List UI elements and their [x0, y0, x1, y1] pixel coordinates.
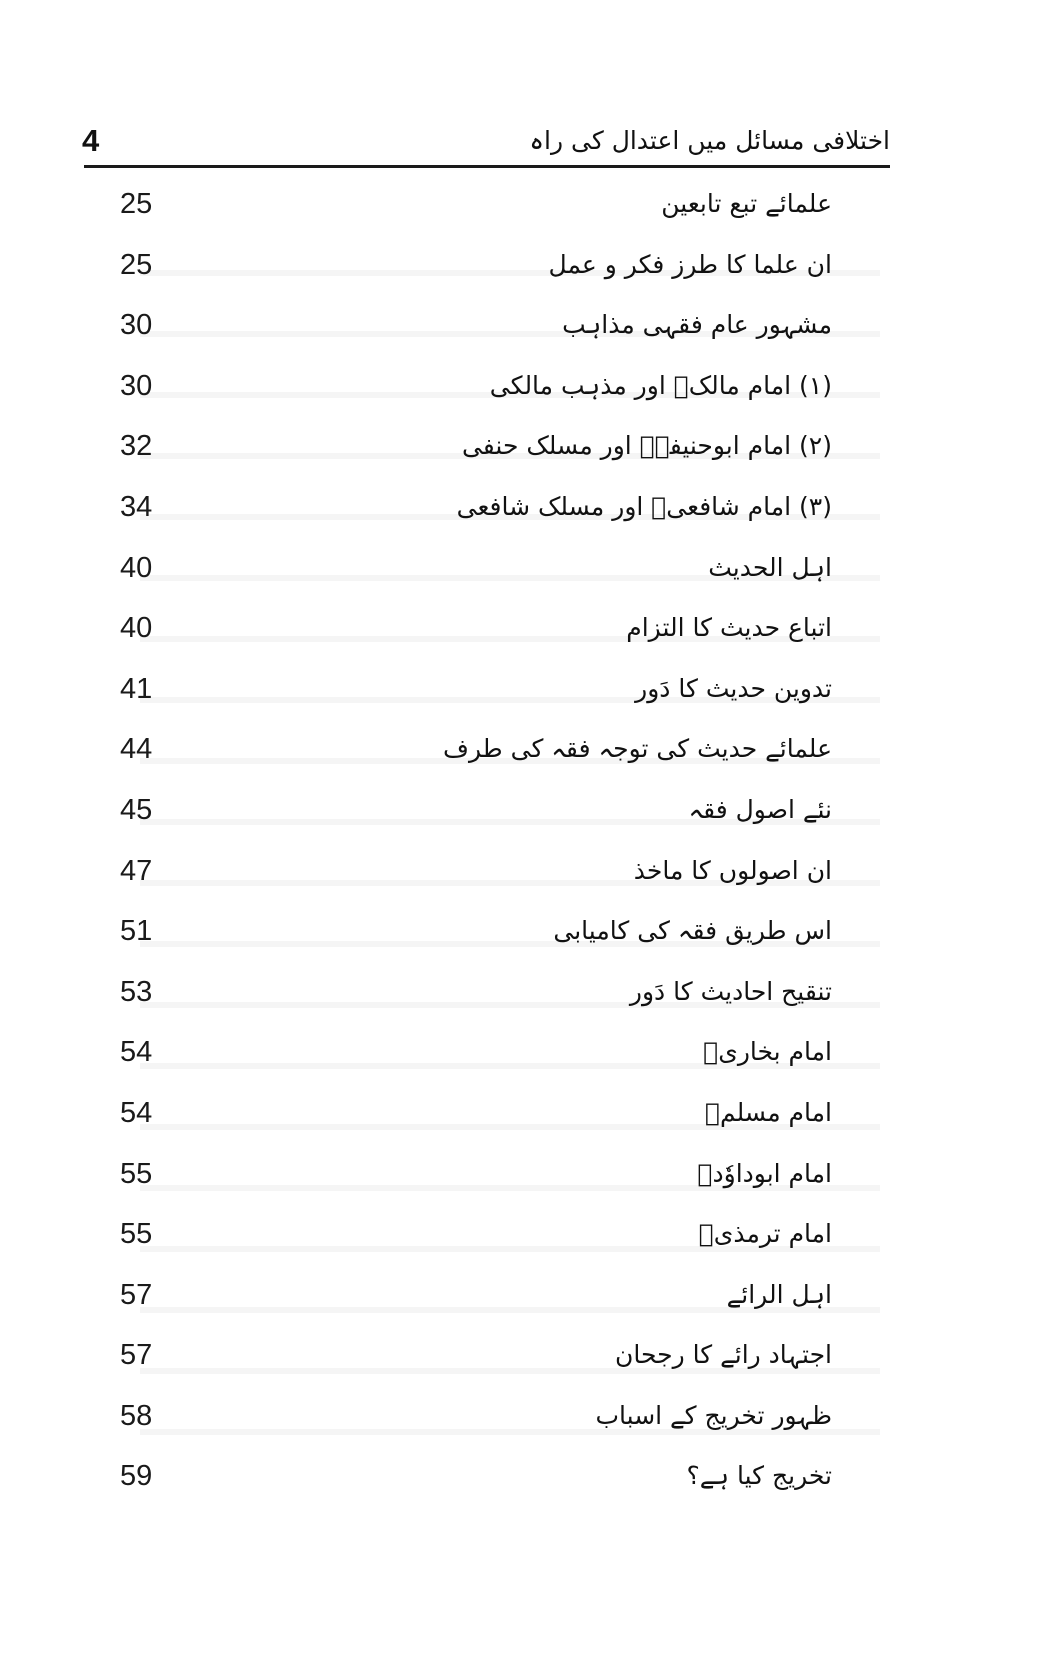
toc-entry — [120, 1386, 832, 1447]
table-of-contents — [120, 174, 832, 1507]
toc-page-number: 47 — [120, 854, 153, 887]
toc-page-number: 55 — [120, 1157, 153, 1190]
toc-entry — [120, 1265, 832, 1326]
toc-page-number: 55 — [120, 1218, 153, 1251]
page-header — [82, 118, 890, 164]
toc-title: علمائے تبع تابعین — [661, 189, 832, 218]
toc-page-number: 25 — [120, 188, 153, 220]
toc-entry — [120, 719, 832, 780]
toc-entry — [120, 1022, 832, 1083]
toc-page-number: 59 — [120, 1460, 153, 1493]
toc-entry — [120, 1446, 832, 1507]
toc-page-number: 40 — [120, 612, 153, 645]
toc-title: نئے اصول فقہ — [688, 794, 832, 824]
toc-title: اتباع حدیث کا التزام — [626, 613, 832, 643]
toc-title: (۱) امام مالکؒ اور مذہب مالکی — [489, 370, 832, 400]
toc-page-number: 54 — [120, 1036, 153, 1069]
toc-entry — [120, 598, 832, 659]
header-rule — [84, 165, 890, 168]
toc-title: امام بخاریؒ — [703, 1037, 832, 1067]
page-number: 4 — [82, 123, 100, 158]
toc-entry — [120, 174, 832, 235]
toc-page-number: 32 — [120, 430, 153, 463]
toc-page-number: 30 — [120, 369, 153, 402]
book-title: اختلافی مسائل میں اعتدال کی راہ — [529, 126, 890, 155]
toc-title: اجتہاد رائے کا رجحان — [615, 1340, 832, 1370]
toc-page-number: 53 — [120, 975, 153, 1008]
toc-entry — [120, 1325, 832, 1386]
toc-page-number: 51 — [120, 915, 153, 948]
toc-title: ان اصولوں کا ماخذ — [633, 855, 832, 885]
toc-entry — [120, 477, 832, 538]
toc-title: امام مسلمؒ — [705, 1097, 832, 1127]
toc-page-number: 30 — [120, 309, 153, 342]
toc-page-number: 57 — [120, 1339, 153, 1372]
toc-entry — [120, 1204, 832, 1265]
toc-page-number: 40 — [120, 551, 153, 584]
toc-page-number: 44 — [120, 733, 153, 766]
toc-title: مشہور عام فقہی مذاہب — [562, 310, 832, 340]
toc-entry — [120, 1083, 832, 1144]
toc-title: اہل الحدیث — [708, 552, 832, 582]
toc-title: اہل الرائے — [726, 1279, 832, 1309]
toc-page-number: 54 — [120, 1096, 153, 1129]
toc-title: (۲) امام ابوحنیفہؒ اور مسلک حنفی — [461, 431, 832, 461]
toc-entry — [120, 356, 832, 417]
toc-entry — [120, 901, 832, 962]
toc-page-number: 34 — [120, 490, 153, 523]
toc-page-number: 25 — [120, 248, 153, 281]
toc-entry — [120, 659, 832, 720]
toc-entry — [120, 780, 832, 841]
toc-title: (۳) امام شافعیؒ اور مسلک شافعی — [456, 491, 832, 521]
toc-entry — [120, 416, 832, 477]
toc-entry — [120, 962, 832, 1023]
toc-title: تخریج کیا ہے؟ — [686, 1461, 832, 1491]
toc-page-number: 58 — [120, 1399, 153, 1432]
toc-title: امام ترمذیؒ — [698, 1219, 832, 1249]
toc-title: ظہور تخریج کے اسباب — [595, 1400, 832, 1430]
toc-page-number: 45 — [120, 793, 153, 826]
toc-page-number: 41 — [120, 672, 153, 705]
toc-title: تنقیح احادیث کا دَور — [629, 976, 832, 1006]
toc-entry — [120, 1144, 832, 1205]
toc-title: امام ابوداوٗدؒ — [697, 1158, 832, 1188]
toc-entry — [120, 295, 832, 356]
toc-title: تدوین حدیث کا دَور — [635, 673, 832, 703]
toc-title: ان علما کا طرز فکر و عمل — [548, 249, 832, 279]
toc-page-number: 57 — [120, 1278, 153, 1311]
toc-entry — [120, 841, 832, 902]
toc-entry — [120, 538, 832, 599]
toc-title: اس طریق فقہ کی کامیابی — [553, 916, 832, 946]
toc-title: علمائے حدیث کی توجہ فقہ کی طرف — [443, 734, 832, 764]
toc-entry — [120, 235, 832, 296]
